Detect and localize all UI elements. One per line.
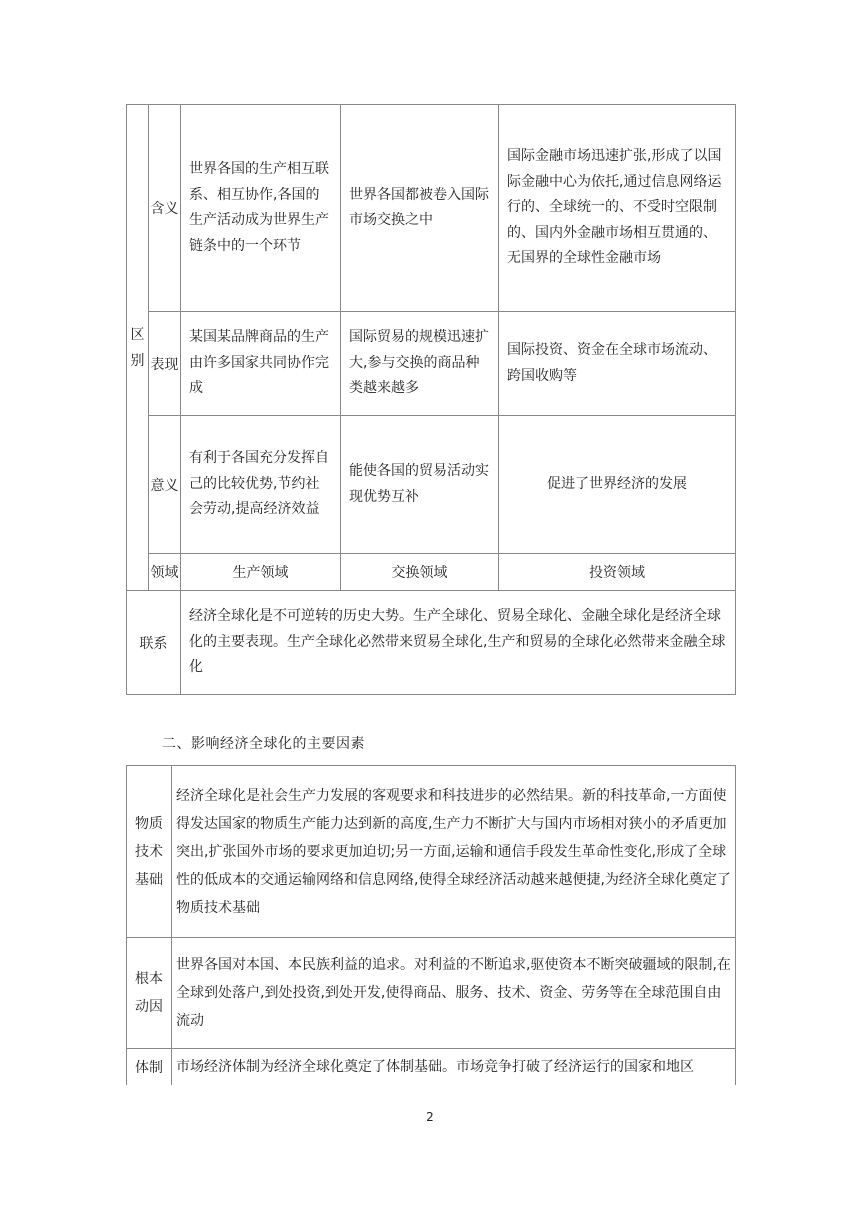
production-meaning: 世界各国的生产相互联系、相互协作,各国的生产活动成为世界生产链条中的一个环节 (181, 105, 341, 312)
row-label: 意义 (149, 416, 181, 554)
row-label: 物质技术基础 (135, 815, 163, 888)
finance-domain: 投资领域 (499, 554, 736, 591)
table-row (127, 766, 736, 938)
distinction-label-cell (127, 105, 149, 591)
production-manifestation: 某国某品牌商品的生产由许多国家共同协作完成 (181, 312, 341, 416)
table-row (127, 591, 736, 695)
section-heading: 二、影响经济全球化的主要因素 (162, 736, 365, 752)
table-row (127, 416, 736, 554)
connection-label: 联系 (127, 591, 181, 695)
row-label-cell (127, 938, 172, 1049)
table-row (127, 105, 736, 312)
table-row (127, 554, 736, 591)
trade-meaning: 世界各国都被卷入国际市场交换之中 (341, 105, 499, 312)
finance-meaning: 国际金融市场迅速扩张,形成了以国际金融中心为依托,通过信息网络运行的、全球统一的、不受时空限制的、国内外金融市场相互贯通的、无国界的全球性金融市场 (499, 105, 736, 312)
row-label: 领域 (149, 554, 181, 591)
trade-domain: 交换领域 (341, 554, 499, 591)
production-domain: 生产领域 (181, 554, 341, 591)
system-basis-text: 市场经济体制为经济全球化奠定了体制基础。市场竞争打破了经济运行的国家和地区 (172, 1049, 736, 1085)
row-label: 表现 (149, 312, 181, 416)
trade-manifestation: 国际贸易的规模迅速扩大,参与交换的商品种类越来越多 (341, 312, 499, 416)
connection-text: 经济全球化是不可逆转的历史大势。生产全球化、贸易全球化、金融全球化是经济全球化的主要表现。生产全球化必然带来贸易全球化,生产和贸易的全球化必然带来金融全球化 (181, 591, 736, 695)
distinction-label: 区别 (130, 326, 145, 369)
production-significance: 有利于各国充分发挥自己的比较优势,节约社会劳动,提高经济效益 (181, 416, 341, 554)
trade-significance: 能使各国的贸易活动实现优势互补 (341, 416, 499, 554)
material-technical-basis-text: 经济全球化是社会生产力发展的客观要求和科技进步的必然结果。新的科技革命,一方面使得发达国家的物质生产能力达到新的高度,生产力不断扩大与国内市场相对狭小的矛盾更加突出,扩张国外市场的要求更加迫切;另一方面,运输和通信手段发生革命性变化,形成了全球性的低成本的交通运输网络和信息网络,使得全球经济活动越来越便捷,为经济全球化奠定了物质技术基础 (172, 766, 736, 938)
row-label: 根本动因 (135, 971, 163, 1015)
finance-significance: 促进了世界经济的发展 (499, 416, 736, 554)
page-number: 2 (426, 1110, 434, 1124)
table-row (127, 312, 736, 416)
table-row (127, 938, 736, 1049)
fundamental-motive-text: 世界各国对本国、本民族利益的追求。对利益的不断追求,驱使资本不断突破疆域的限制,在全球到处落户,到处投资,到处开发,使得商品、服务、技术、资金、劳务等在全球范围自由流动 (172, 938, 736, 1049)
row-label-cell (127, 766, 172, 938)
table-row (127, 1049, 736, 1085)
influencing-factors-table (126, 765, 736, 1085)
row-label: 含义 (149, 105, 181, 312)
row-label: 体制 (127, 1049, 172, 1085)
globalization-comparison-table (126, 104, 736, 695)
finance-manifestation: 国际投资、资金在全球市场流动、跨国收购等 (499, 312, 736, 416)
